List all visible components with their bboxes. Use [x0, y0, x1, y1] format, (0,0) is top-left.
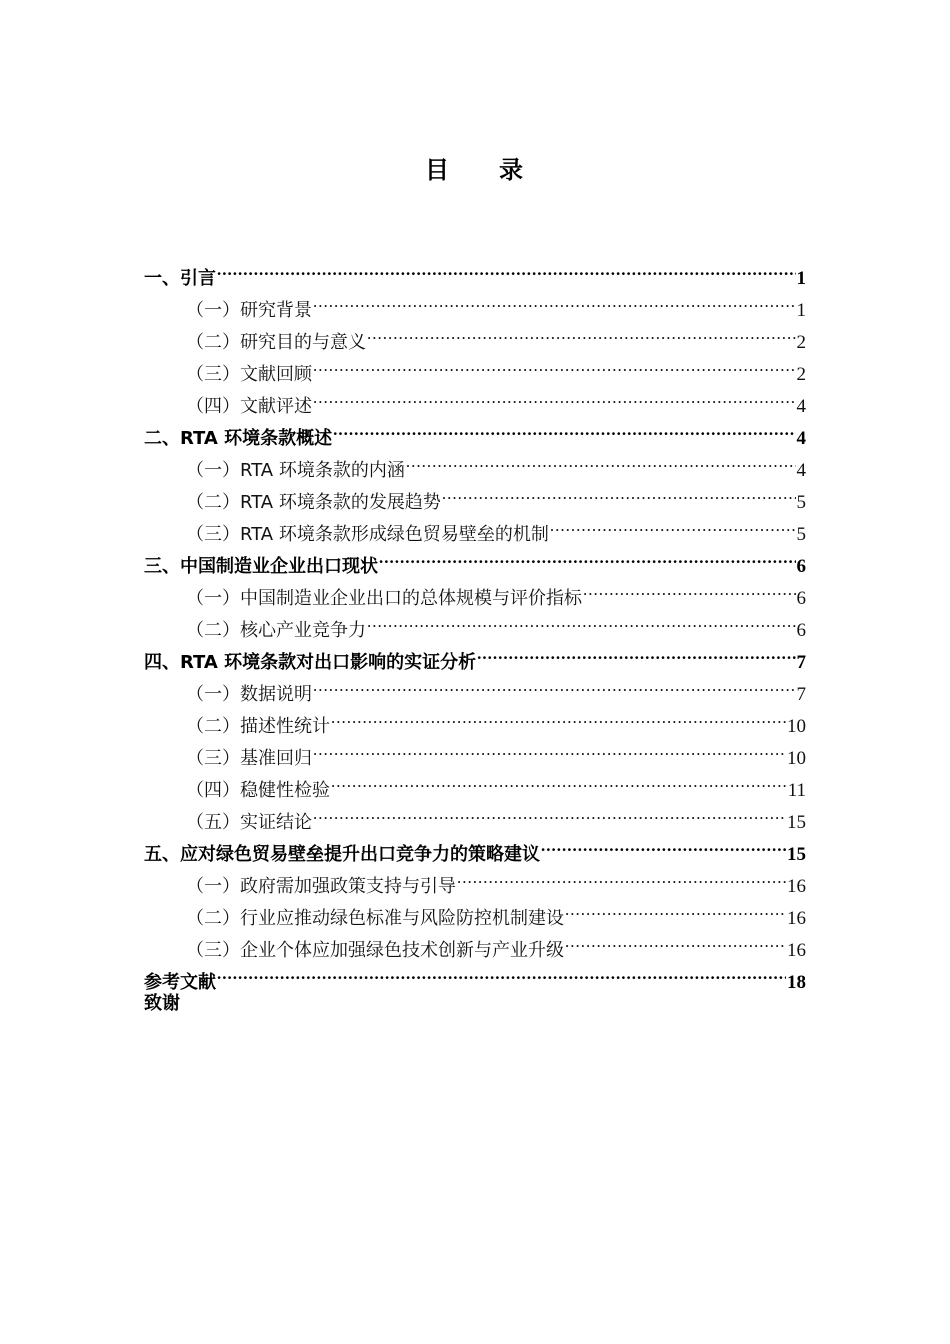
title-part-1: 目: [425, 156, 451, 184]
toc-dot-leader: [565, 892, 786, 924]
toc-dot-leader: [313, 668, 796, 700]
toc-page-number: 1: [796, 268, 806, 289]
toc-entry-label: （三）文献回顾: [186, 364, 312, 385]
toc-dot-leader: [331, 764, 787, 796]
toc-page-number: 16: [787, 940, 806, 961]
toc-entry-label: （三）企业个体应加强绿色技术创新与产业升级: [186, 940, 564, 961]
toc-entry-label: 致谢: [144, 993, 180, 1014]
toc-page-number: 15: [787, 844, 806, 865]
toc-entry[interactable]: [144, 988, 806, 1020]
toc-entry[interactable]: [144, 284, 806, 321]
toc-page-number: 6: [796, 620, 806, 641]
toc-dot-leader: [313, 284, 796, 316]
toc-page-number: 4: [796, 428, 806, 449]
toc-entry[interactable]: [144, 252, 806, 289]
toc-dot-leader: [217, 252, 796, 284]
toc-dot-leader: [333, 412, 795, 444]
toc-dot-leader: [217, 956, 786, 988]
toc-page-number: 2: [796, 332, 806, 353]
toc-entry[interactable]: [144, 956, 806, 993]
toc-page-number: 4: [796, 396, 806, 417]
toc-page-number: 10: [787, 748, 806, 769]
toc-page-number: 4: [796, 460, 806, 481]
toc-entry-label: （四）文献评述: [186, 396, 312, 417]
title-part-2: 录: [499, 156, 525, 184]
toc-dot-leader: [541, 828, 786, 860]
toc-entry-label: （一）研究背景: [186, 300, 312, 321]
toc-entry-label: （二）研究目的与意义: [186, 332, 366, 353]
toc-dot-leader: [379, 540, 796, 572]
toc-entry-label: （三）RTA 环境条款形成绿色贸易壁垒的机制: [186, 524, 549, 545]
toc-dot-leader: [442, 476, 796, 508]
toc-page-number: 16: [787, 876, 806, 897]
toc-dot-leader: [313, 380, 796, 412]
toc-dot-leader: [477, 636, 795, 668]
toc-dot-leader: [313, 796, 786, 828]
page-title: [0, 150, 950, 185]
toc-entry-label: （二）描述性统计: [186, 716, 330, 737]
toc-page-number: 15: [787, 812, 806, 833]
toc-entry-label: （一）RTA 环境条款的内涵: [186, 460, 405, 481]
toc-entry-label: （三）基准回归: [186, 748, 312, 769]
toc-entry-label: 二、RTA 环境条款概述: [144, 428, 333, 449]
toc-dot-leader: [583, 572, 796, 604]
toc-page-number: 7: [796, 684, 806, 705]
toc-page-number: 2: [796, 364, 806, 385]
toc-dot-leader: [313, 348, 796, 380]
toc-entry-label: （一）数据说明: [186, 684, 312, 705]
toc-entry-label: （一）中国制造业企业出口的总体规模与评价指标: [186, 588, 582, 609]
toc-page-number: 6: [796, 556, 806, 577]
table-of-contents: [144, 252, 806, 1020]
toc-page-number: 11: [787, 780, 806, 801]
toc-entry-label: （二）核心产业竞争力: [186, 620, 366, 641]
toc-page-number: 18: [787, 972, 806, 993]
toc-dot-leader: [565, 924, 786, 956]
toc-page-number: 5: [796, 492, 806, 513]
toc-dot-leader: [367, 604, 796, 636]
toc-page-number: 1: [796, 300, 806, 321]
toc-dot-leader: [367, 316, 796, 348]
toc-entry-label: 参考文献: [144, 972, 216, 993]
toc-page-number: 16: [787, 908, 806, 929]
toc-page-number: 10: [787, 716, 806, 737]
toc-page-number: 6: [796, 588, 806, 609]
toc-dot-leader: [550, 508, 796, 540]
toc-entry-label: 五、应对绿色贸易壁垒提升出口竞争力的策略建议: [144, 844, 540, 865]
toc-dot-leader: [457, 860, 786, 892]
toc-entry-label: （二）RTA 环境条款的发展趋势: [186, 492, 441, 513]
toc-entry-label: 一、引言: [144, 268, 216, 289]
toc-entry-label: （四）稳健性检验: [186, 780, 330, 801]
toc-dot-leader: [331, 700, 786, 732]
toc-page-number: 7: [796, 652, 806, 673]
toc-entry-label: 四、RTA 环境条款对出口影响的实证分析: [144, 652, 477, 673]
toc-dot-leader: [313, 732, 786, 764]
toc-entry-label: 三、中国制造业企业出口现状: [144, 556, 378, 577]
toc-dot-leader: [406, 444, 796, 476]
toc-entry-label: （五）实证结论: [186, 812, 312, 833]
toc-entry-label: （二）行业应推动绿色标准与风险防控机制建设: [186, 908, 564, 929]
toc-page-number: 5: [796, 524, 806, 545]
toc-entry-label: （一）政府需加强政策支持与引导: [186, 876, 456, 897]
